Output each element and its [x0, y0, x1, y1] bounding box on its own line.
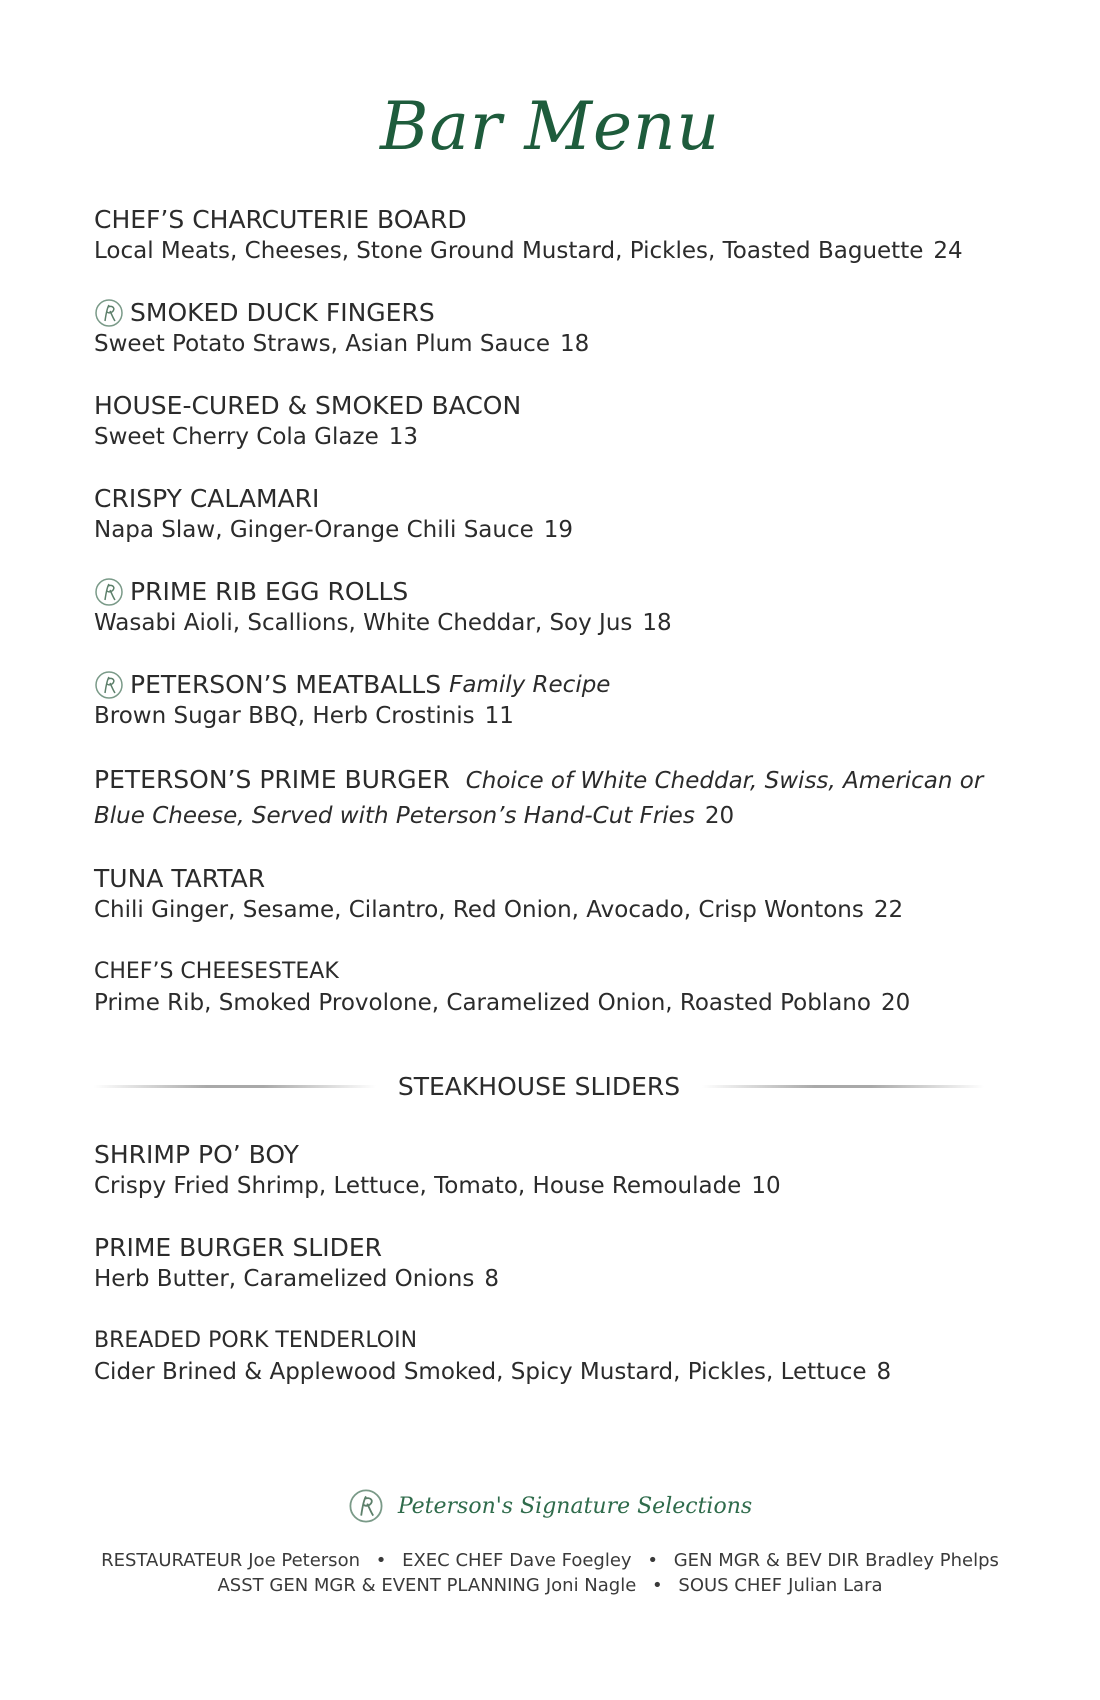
signature-icon: [94, 577, 124, 607]
menu-item: [94, 670, 1014, 732]
menu-item: [94, 298, 1014, 360]
menu-item: [94, 957, 1014, 1019]
item-price: 24: [933, 238, 963, 264]
item-name: CHEF’S CHARCUTERIE BOARD: [94, 205, 467, 234]
credits-row: [0, 1548, 1100, 1573]
item-description: Sweet Potato Straws, Asian Plum Sauce 18: [94, 331, 590, 357]
item-price: 20: [880, 990, 911, 1016]
item-price: 11: [484, 703, 514, 729]
item-description: Chili Ginger, Sesame, Cilantro, Red Onion, Avocado, Crisp Wontons 22: [94, 897, 904, 923]
menu-item: [94, 1326, 1014, 1388]
item-description: Crispy Fried Shrimp, Lettuce, Tomato, House Remoulade 10: [94, 1173, 781, 1199]
staff-role: GEN MGR & BEV DIR: [673, 1550, 860, 1571]
staff-name: Julian Lara: [788, 1575, 883, 1596]
item-name: CHEF’S CHEESESTEAK: [94, 959, 339, 984]
signature-legend: [0, 1488, 1100, 1524]
item-note: Family Recipe: [449, 672, 611, 698]
separator: •: [647, 1550, 658, 1571]
menu-item: [94, 864, 1014, 926]
section-title: STEAKHOUSE SLIDERS: [397, 1071, 681, 1101]
menu-item: [94, 577, 1014, 639]
menu-item: [94, 1140, 1014, 1202]
bar-menu-list: [94, 205, 1014, 1050]
item-name-row: [94, 298, 1014, 328]
signature-icon: [94, 298, 124, 328]
item-description: Local Meats, Cheeses, Stone Ground Mustard, Pickles, Toasted Baguette 24: [94, 238, 963, 264]
item-name: SMOKED DUCK FINGERS: [130, 298, 435, 327]
staff-name: Bradley Phelps: [865, 1550, 999, 1571]
item-name: PRIME BURGER SLIDER: [94, 1233, 383, 1262]
item-price: 20: [704, 803, 735, 829]
staff-role: SOUS CHEF: [678, 1575, 783, 1596]
separator: •: [652, 1575, 663, 1596]
section-divider: [94, 1068, 984, 1104]
signature-icon: [94, 670, 124, 700]
item-description: Sweet Cherry Cola Glaze 13: [94, 424, 418, 450]
item-description: Cider Brined & Applewood Smoked, Spicy Mustard, Pickles, Lettuce 8: [94, 1359, 892, 1385]
item-description: Prime Rib, Smoked Provolone, Caramelized Onion, Roasted Poblano 20: [94, 990, 911, 1016]
item-name-row: [94, 670, 1014, 700]
staff-name: Joe Peterson: [248, 1550, 360, 1571]
item-price: 8: [876, 1359, 892, 1385]
item-price: 18: [559, 331, 590, 357]
menu-item: [94, 391, 1014, 453]
staff-role: EXEC CHEF: [402, 1550, 504, 1571]
item-name: PRIME RIB EGG ROLLS: [130, 577, 409, 606]
item-note: Choice of White Cheddar, Swiss, American or Blue Cheese, Served with Peterson’s Hand-Cut Fries: [94, 768, 984, 829]
item-name-row: [94, 577, 1014, 607]
staff-role: RESTAURATEUR: [101, 1550, 243, 1571]
staff-credits: [0, 1548, 1100, 1598]
credits-row: [0, 1573, 1100, 1598]
menu-item: [94, 1233, 1014, 1295]
item-description: Napa Slaw, Ginger-Orange Chili Sauce 19: [94, 517, 574, 543]
item-name: PETERSON’S PRIME BURGER: [94, 765, 450, 794]
signature-label: Peterson's Signature Selections: [397, 1493, 753, 1519]
staff-name: Dave Foegley: [509, 1550, 632, 1571]
item-price: 8: [484, 1266, 499, 1292]
signature-icon: [348, 1488, 384, 1524]
menu-item: [94, 763, 1014, 833]
item-description: Wasabi Aioli, Scallions, White Cheddar, Soy Jus 18: [94, 610, 672, 636]
item-name: TUNA TARTAR: [94, 864, 266, 893]
item-description: Brown Sugar BBQ, Herb Crostinis 11: [94, 703, 514, 729]
divider-rule-left: [94, 1085, 376, 1088]
sliders-list: [94, 1140, 1014, 1419]
menu-title: Bar Menu: [379, 88, 721, 165]
item-price: 13: [388, 424, 418, 450]
item-price: 19: [543, 517, 574, 543]
item-price: 10: [751, 1173, 781, 1199]
menu-item: [94, 205, 1014, 267]
item-price: 22: [873, 897, 904, 923]
menu-item: [94, 484, 1014, 546]
item-name: PETERSON’S MEATBALLS: [130, 670, 442, 699]
divider-rule-right: [702, 1085, 984, 1088]
item-name: SHRIMP PO’ BOY: [94, 1140, 299, 1169]
staff-name: Joni Nagle: [545, 1575, 637, 1596]
item-price: 18: [642, 610, 672, 636]
staff-role: ASST GEN MGR & EVENT PLANNING: [217, 1575, 540, 1596]
item-name: CRISPY CALAMARI: [94, 484, 320, 513]
separator: •: [375, 1550, 387, 1571]
item-name: BREADED PORK TENDERLOIN: [94, 1328, 418, 1353]
item-name: HOUSE-CURED & SMOKED BACON: [94, 391, 522, 420]
item-description: Herb Butter, Caramelized Onions 8: [94, 1266, 499, 1292]
